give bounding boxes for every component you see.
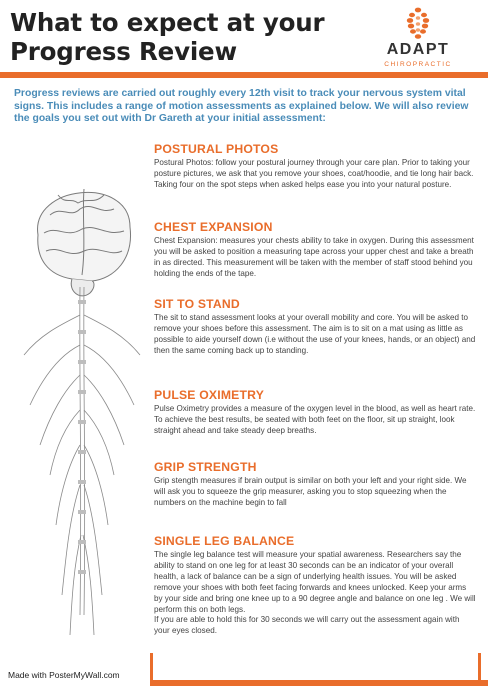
postermywall-watermark[interactable]: Made with PosterMyWall.com bbox=[8, 670, 120, 680]
right-accent-line bbox=[478, 653, 481, 680]
section-body: Pulse Oximetry provides a measure of the oxygen level in the blood, as well as heart rate. To achieve the best results, be seated with both feet on the floor, sit up straight, look straight ahead and take steady deep breaths. bbox=[154, 404, 476, 435]
section-sit-to-stand bbox=[154, 297, 476, 357]
section-title: POSTURAL PHOTOS bbox=[154, 142, 279, 156]
section-title: GRIP STRENGTH bbox=[154, 460, 257, 474]
title-line-1: What to expect at your bbox=[10, 8, 325, 37]
clinic-logo bbox=[358, 6, 478, 72]
left-accent-line bbox=[150, 653, 153, 680]
section-title: SIT TO STAND bbox=[154, 297, 240, 311]
section-title: SINGLE LEG BALANCE bbox=[154, 534, 295, 548]
logo-name: ADAPT bbox=[386, 41, 450, 58]
intro-paragraph: Progress reviews are carried out roughly every 12th visit to track your nervous system vital signs. This includes a range of motion assessments as explained below. We will also review the goals you set out with Dr Gareth at your initial assessment: bbox=[14, 88, 469, 125]
logo-subtitle: CHIROPRACTIC bbox=[384, 61, 452, 68]
section-pulse-oximetry bbox=[154, 388, 476, 437]
spine-logo-icon bbox=[358, 6, 478, 42]
section-body: The sit to stand assessment looks at your overall mobility and core. You will be asked to remove your shoes before this assessment. The aim is to sit on a mat using as little as possible to aide yourself down (i.e without the use of your knees, hands, or an object) and then the same coming back up to standing. bbox=[154, 313, 476, 355]
section-chest-expansion bbox=[154, 220, 476, 280]
section-title: CHEST EXPANSION bbox=[154, 220, 273, 234]
page-title bbox=[10, 8, 340, 66]
section-body: The single leg balance test will measure your spatial awareness. Researchers say the ability to stand on one leg for at least 30 seconds can be an indicator of your overall health, a lack of balance can be a sign of underlying health issues. You will be asked remove your shoes with both feet facing forwards and knees unlocked. Keep your arms by your side and bring one knee up to a 90 degree angle and balance on one leg . We will perform this on both legs. If you are able to hold this for 30 seconds we will carry out the assessment again with your eyes closed. bbox=[154, 550, 476, 636]
section-grip-strength bbox=[154, 460, 476, 509]
brain-spine-illustration bbox=[10, 175, 152, 645]
footer-divider bbox=[150, 680, 488, 686]
section-body: Grip stength measures if brain output is similar on both your left and your right side. We will ask you to squeeze the grip measurer, asking you to stop squeezing when the numbers on the machine begin to fall bbox=[154, 476, 467, 507]
header-divider bbox=[0, 72, 488, 78]
section-body: Postural Photos: follow your postural journey through your care plan. Prior to taking your posture pictures, we ask that you remove your shoes, coat/hoodie, and tie long hair back. Taking four on the spot steps when asked helps ease you into your natural posture. bbox=[154, 158, 474, 189]
section-single-leg-balance bbox=[154, 534, 476, 637]
section-body: Chest Expansion: measures your chests ability to take in oxygen. During this assessment you will be asked to position a measuring tape across your upper chest and take a breath in as directed. This measurement will be taken with the member of staff stood behind you holding the ends of the tape. bbox=[154, 236, 474, 278]
title-line-2: Progress Review bbox=[10, 37, 237, 66]
section-title: PULSE OXIMETRY bbox=[154, 388, 265, 402]
section-postural-photos bbox=[154, 142, 476, 191]
